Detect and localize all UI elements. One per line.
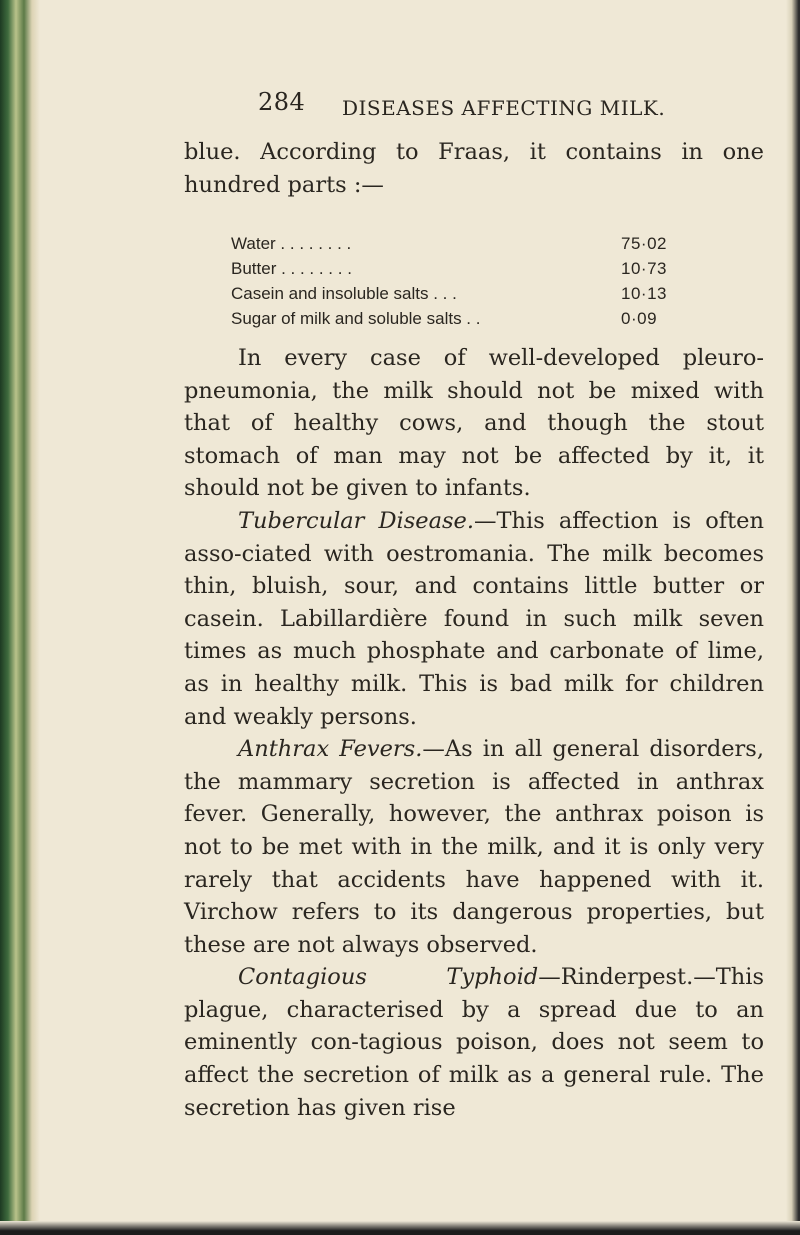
row-label: Butter . . . . . . . . [231,259,352,278]
row-label: Sugar of milk and soluble salts . . [231,309,481,328]
section-heading-tubercular: Tubercular Disease. [238,507,475,534]
milk-composition-table [231,234,701,334]
section-heading-anthrax: Anthrax Fevers. [238,736,423,763]
row-value: 75·02 [621,234,667,253]
row-label: Casein and insoluble salts . . . [231,284,457,303]
paragraph-tubercular-disease [184,505,764,733]
table-row [231,284,701,309]
book-spine-edge [0,0,40,1235]
table-row [231,309,701,334]
section-heading-typhoid: Contagious Typhoid [238,964,539,991]
paragraph-pleuro-pneumonia: In every case of well-developed pleuro-pneumonia, the milk should not be mixed with that of healthy cows, and though the stout stomach of man may not be affected by it, it should not be given to infants. [184,345,764,502]
body-text [184,342,764,1124]
page-number: 284 [258,88,306,116]
paragraph-text: —This affection is often asso-ciated with oestromania. The milk becomes thin, bluish, sour, and contains little butter or casein. Labillardière found in such milk seven times as much phosphate and carbonate of lime, as in healthy milk. This is bad milk for children and weakly persons. [184,507,764,730]
table-row [231,234,701,259]
paragraph-text: —Rinderpest.—This plague, characterised by a spread due to an eminently con-tagious poison, does not seem to affect the secretion of milk as a general rule. The secretion has given rise [184,964,764,1121]
page-bottom-edge [0,1221,800,1235]
row-label: Water . . . . . . . . [231,234,352,253]
row-value: 10·13 [621,284,667,303]
row-value: 0·09 [621,309,658,328]
paragraph-anthrax-fevers [184,733,764,961]
page-right-edge [786,0,800,1235]
intro-paragraph: blue. According to Fraas, it contains in one hundred parts :— [184,139,764,198]
paragraph-text: —As in all general disorders, the mammary secretion is affected in anthrax fever. Generally, however, the anthrax poison is not to be met with in the milk, and it is only very rarely that accidents have happened with it. Virchow refers to its dangerous properties, but these are not always observed. [184,736,764,958]
paragraph-contagious-typhoid [184,961,764,1124]
running-title: DISEASES AFFECTING MILK. [342,96,666,120]
row-value: 10·73 [621,259,667,278]
table-row [231,259,701,284]
